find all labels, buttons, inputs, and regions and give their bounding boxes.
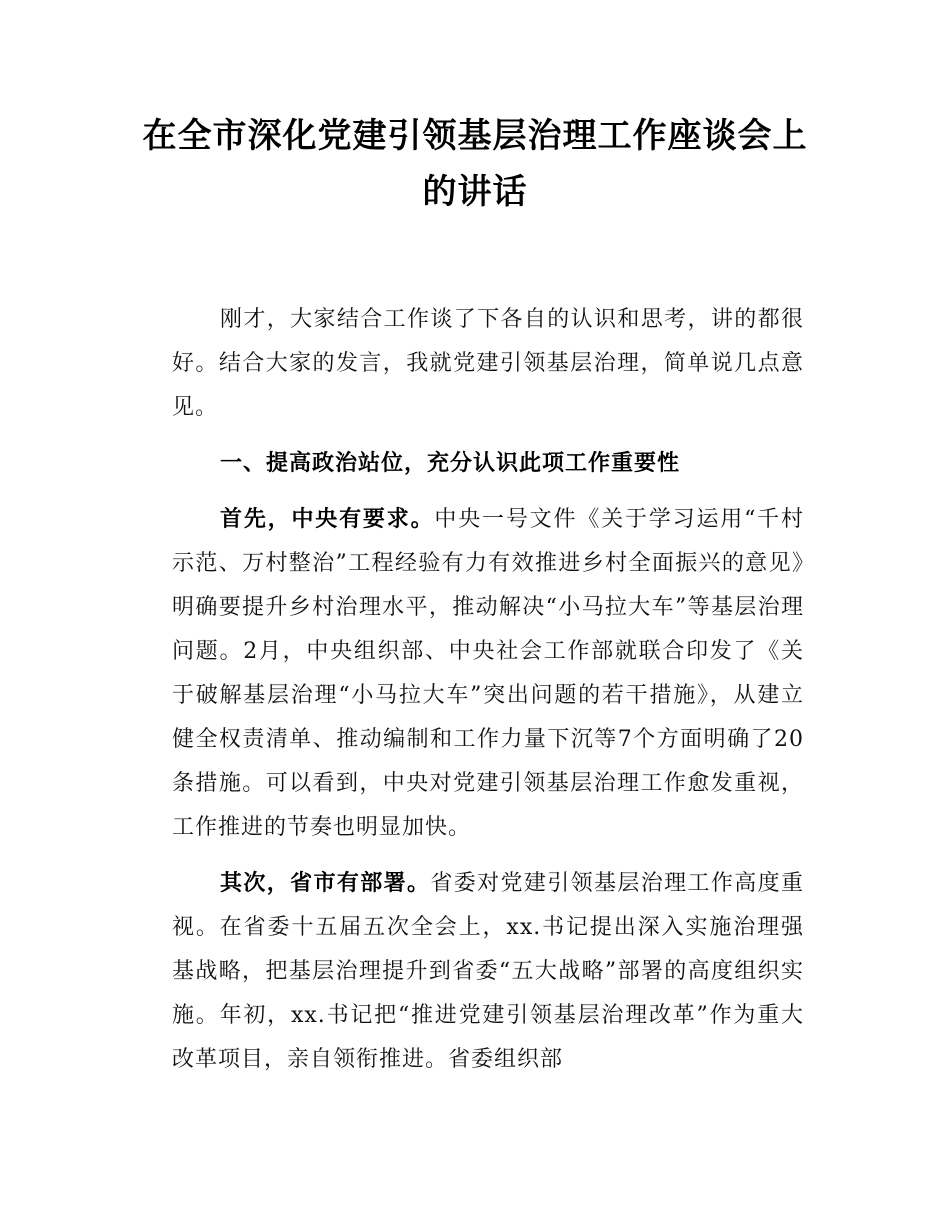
paragraph-text: 省委对党建引领基层治理工作高度重视。在省委十五届五次全会上，xx.书记提出深入实施治理强基战略，把基层治理提升到省委“五大战略”部署的高度组织实施。年初，xx.书记把“推进党建引领基层治理改革”作为重大改革项目，亲自领衔推进。省委组织部 [172, 871, 804, 1072]
paragraph-lead: 首先，中央有要求。 [220, 507, 435, 532]
paragraph-province-city-deployment [172, 862, 804, 1082]
paragraph-lead: 其次，省市有部署。 [220, 871, 431, 896]
section-heading-1: 一、提高政治站位，充分认识此项工作重要性 [220, 451, 681, 476]
paragraph-text: 中央一号文件《关于学习运用“千村示范、万村整治”工程经验有力有效推进乡村全面振兴的意见》明确要提升乡村治理水平，推动解决“小马拉大车”等基层治理问题。2月，中央组织部、中央社会工作部就联合印发了《关于破解基层治理“小马拉大车”突出问题的若干措施》，从建立健全权责清单、推动编制和工作力量下沉等7个方面明确了20条措施。可以看到，中央对党建引领基层治理工作愈发重视，工作推进的节奏也明显加快。 [172, 507, 804, 840]
document-title: 在全市深化党建引领基层治理工作座谈会上的讲话 [142, 116, 808, 212]
intro-paragraph: 刚才，大家结合工作谈了下各自的认识和思考，讲的都很好。结合大家的发言，我就党建引领基层治理，简单说几点意见。 [172, 307, 804, 420]
paragraph-central-requirements [172, 498, 804, 850]
document-body [172, 298, 804, 1082]
